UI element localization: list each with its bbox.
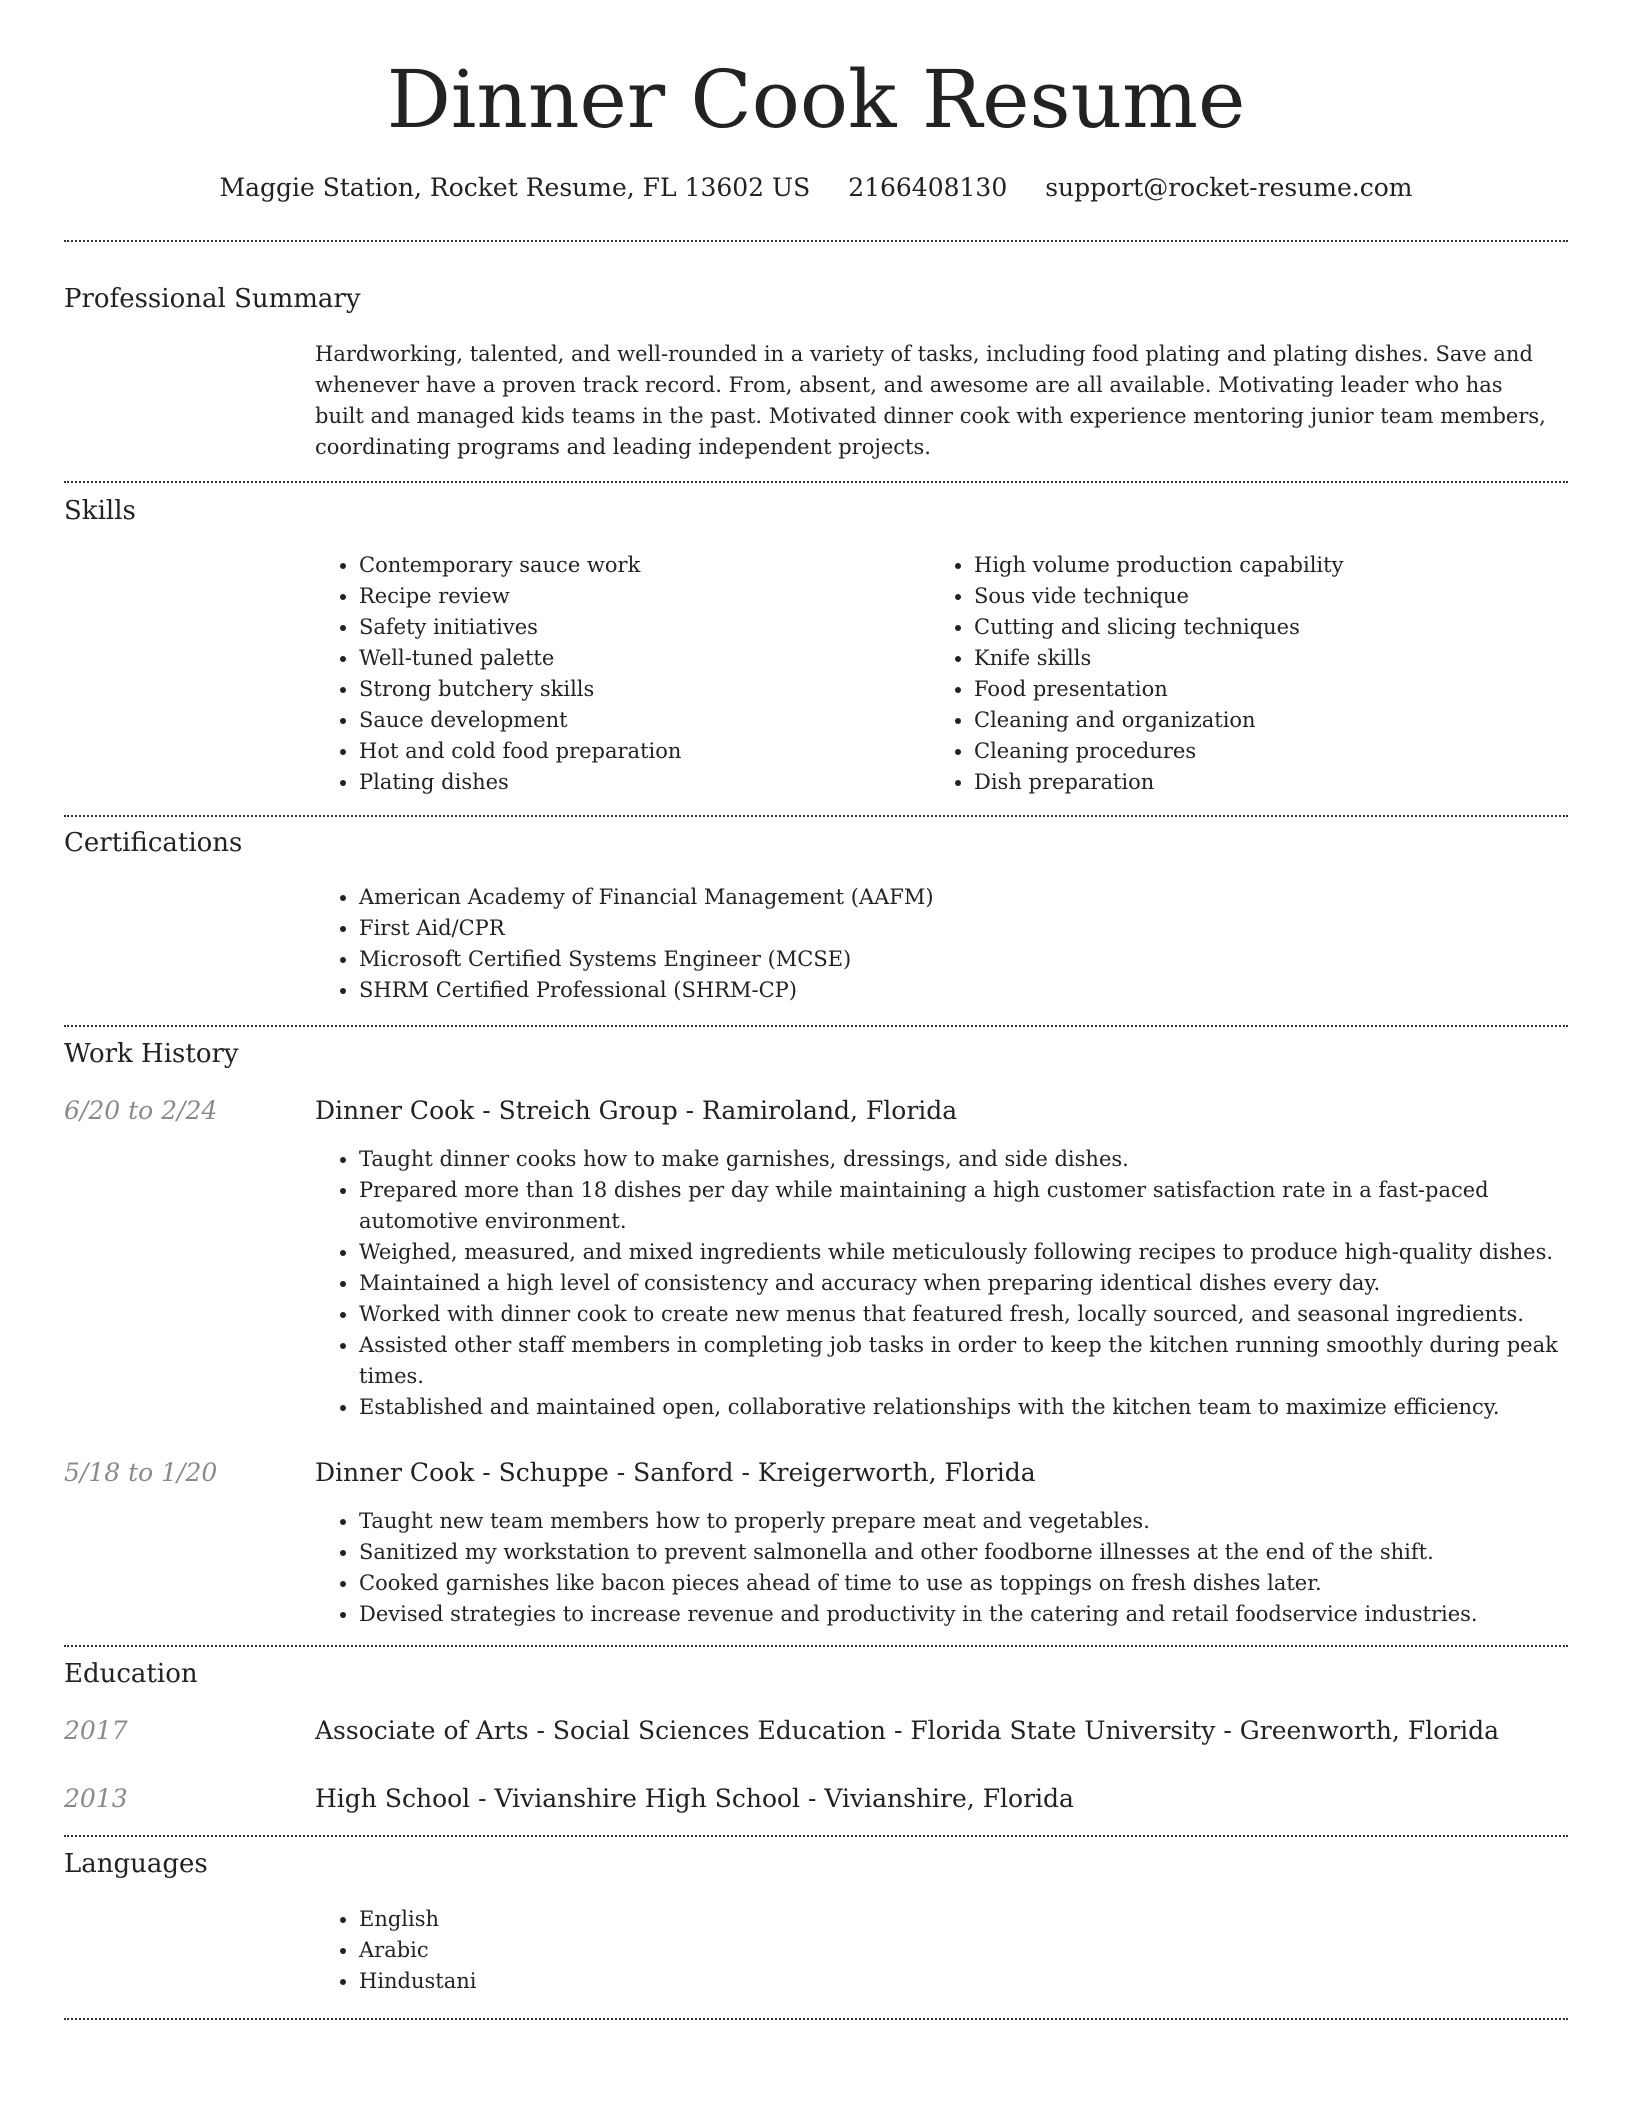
education-title: High School - Vivianshire High School - Vivianshire, Florida bbox=[315, 1784, 1074, 1813]
divider bbox=[64, 240, 1568, 242]
skill-item: • Cutting and slicing techniques bbox=[974, 612, 1574, 643]
job-bullet: • Taught new team members how to properly prepare meat and vegetables. bbox=[359, 1506, 1604, 1537]
skill-item: • Safety initiatives bbox=[359, 612, 919, 643]
certifications-list bbox=[315, 882, 1559, 1006]
skill-item: • Sous vide technique bbox=[974, 581, 1574, 612]
skill-item: • Contemporary sauce work bbox=[359, 550, 919, 581]
divider bbox=[64, 815, 1568, 817]
job-bullets bbox=[315, 1144, 1604, 1423]
education-heading: Education bbox=[64, 1659, 198, 1689]
divider bbox=[64, 1835, 1568, 1837]
skill-item: • Knife skills bbox=[974, 643, 1574, 674]
job-date: 6/20 to 2/24 bbox=[64, 1096, 218, 1125]
skill-item: • Cleaning and organization bbox=[974, 705, 1574, 736]
skill-item: • Well-tuned palette bbox=[359, 643, 919, 674]
skill-item: • High volume production capability bbox=[974, 550, 1574, 581]
job-bullet: • Taught dinner cooks how to make garnishes, dressings, and side dishes. bbox=[359, 1144, 1604, 1175]
divider bbox=[64, 481, 1568, 483]
skill-item: • Cleaning procedures bbox=[974, 736, 1574, 767]
job-date: 5/18 to 1/20 bbox=[64, 1458, 218, 1487]
job-bullet: • Assisted other staff members in completing job tasks in order to keep the kitchen running smoothly during peak times. bbox=[359, 1330, 1604, 1392]
job-title: Dinner Cook - Streich Group - Ramiroland, Florida bbox=[315, 1096, 958, 1125]
resume-title: Dinner Cook Resume bbox=[386, 53, 1246, 146]
language-item: • English bbox=[359, 1904, 959, 1935]
skills-list-right bbox=[930, 550, 1574, 798]
certification-item: • SHRM Certified Professional (SHRM-CP) bbox=[359, 975, 1559, 1006]
skills-heading: Skills bbox=[64, 496, 136, 526]
summary-text: Hardworking, talented, and well-rounded in a variety of tasks, including food plating and plating dishes. Save and whenever have a proven track record. From, absent, and awesome are all available. Motivating leader who has built and managed kids teams in the past. Motivated dinner cook with experience mentoring junior team members, coordinating programs and leading independent projects. bbox=[315, 342, 1546, 459]
skill-item: • Dish preparation bbox=[974, 767, 1574, 798]
divider bbox=[64, 1025, 1568, 1027]
job-bullet: • Worked with dinner cook to create new menus that featured fresh, locally sourced, and seasonal ingredients. bbox=[359, 1299, 1604, 1330]
education-year: 2017 bbox=[64, 1716, 128, 1745]
job-bullet: • Devised strategies to increase revenue and productivity in the catering and retail foodservice industries. bbox=[359, 1599, 1604, 1630]
contact-address: Maggie Station, Rocket Resume, FL 13602 US bbox=[219, 173, 811, 202]
skill-item: • Food presentation bbox=[974, 674, 1574, 705]
education-year: 2013 bbox=[64, 1784, 128, 1813]
certifications-heading: Certifications bbox=[64, 828, 243, 858]
contact-email: support@rocket-resume.com bbox=[1045, 173, 1413, 202]
skills-list-left bbox=[315, 550, 919, 798]
job-bullet: • Prepared more than 18 dishes per day while maintaining a high customer satisfaction rate in a fast-paced automotive environment. bbox=[359, 1175, 1604, 1237]
job-bullet: • Established and maintained open, collaborative relationships with the kitchen team to maximize efficiency. bbox=[359, 1392, 1604, 1423]
skill-item: • Plating dishes bbox=[359, 767, 919, 798]
skill-item: • Strong butchery skills bbox=[359, 674, 919, 705]
job-bullets bbox=[315, 1506, 1604, 1630]
contact-phone: 2166408130 bbox=[848, 173, 1008, 202]
divider bbox=[64, 1645, 1568, 1647]
education-title: Associate of Arts - Social Sciences Education - Florida State University - Greenworth, Florida bbox=[315, 1716, 1500, 1745]
languages-heading: Languages bbox=[64, 1849, 208, 1879]
skill-item: • Hot and cold food preparation bbox=[359, 736, 919, 767]
certification-item: • Microsoft Certified Systems Engineer (MCSE) bbox=[359, 944, 1559, 975]
certification-item: • First Aid/CPR bbox=[359, 913, 1559, 944]
language-item: • Hindustani bbox=[359, 1966, 959, 1997]
job-title: Dinner Cook - Schuppe - Sanford - Kreigerworth, Florida bbox=[315, 1458, 1036, 1487]
contact-line bbox=[0, 170, 1632, 206]
work-history-heading: Work History bbox=[64, 1039, 239, 1069]
summary-heading: Professional Summary bbox=[64, 284, 361, 314]
skill-item: • Recipe review bbox=[359, 581, 919, 612]
job-bullet: • Sanitized my workstation to prevent salmonella and other foodborne illnesses at the end of the shift. bbox=[359, 1537, 1604, 1568]
skill-item: • Sauce development bbox=[359, 705, 919, 736]
language-item: • Arabic bbox=[359, 1935, 959, 1966]
divider bbox=[64, 2018, 1568, 2020]
certification-item: • American Academy of Financial Management (AAFM) bbox=[359, 882, 1559, 913]
job-bullet: • Cooked garnishes like bacon pieces ahead of time to use as toppings on fresh dishes later. bbox=[359, 1568, 1604, 1599]
job-bullet: • Maintained a high level of consistency and accuracy when preparing identical dishes every day. bbox=[359, 1268, 1604, 1299]
job-bullet: • Weighed, measured, and mixed ingredients while meticulously following recipes to produce high-quality dishes. bbox=[359, 1237, 1604, 1268]
languages-list bbox=[315, 1904, 959, 1997]
